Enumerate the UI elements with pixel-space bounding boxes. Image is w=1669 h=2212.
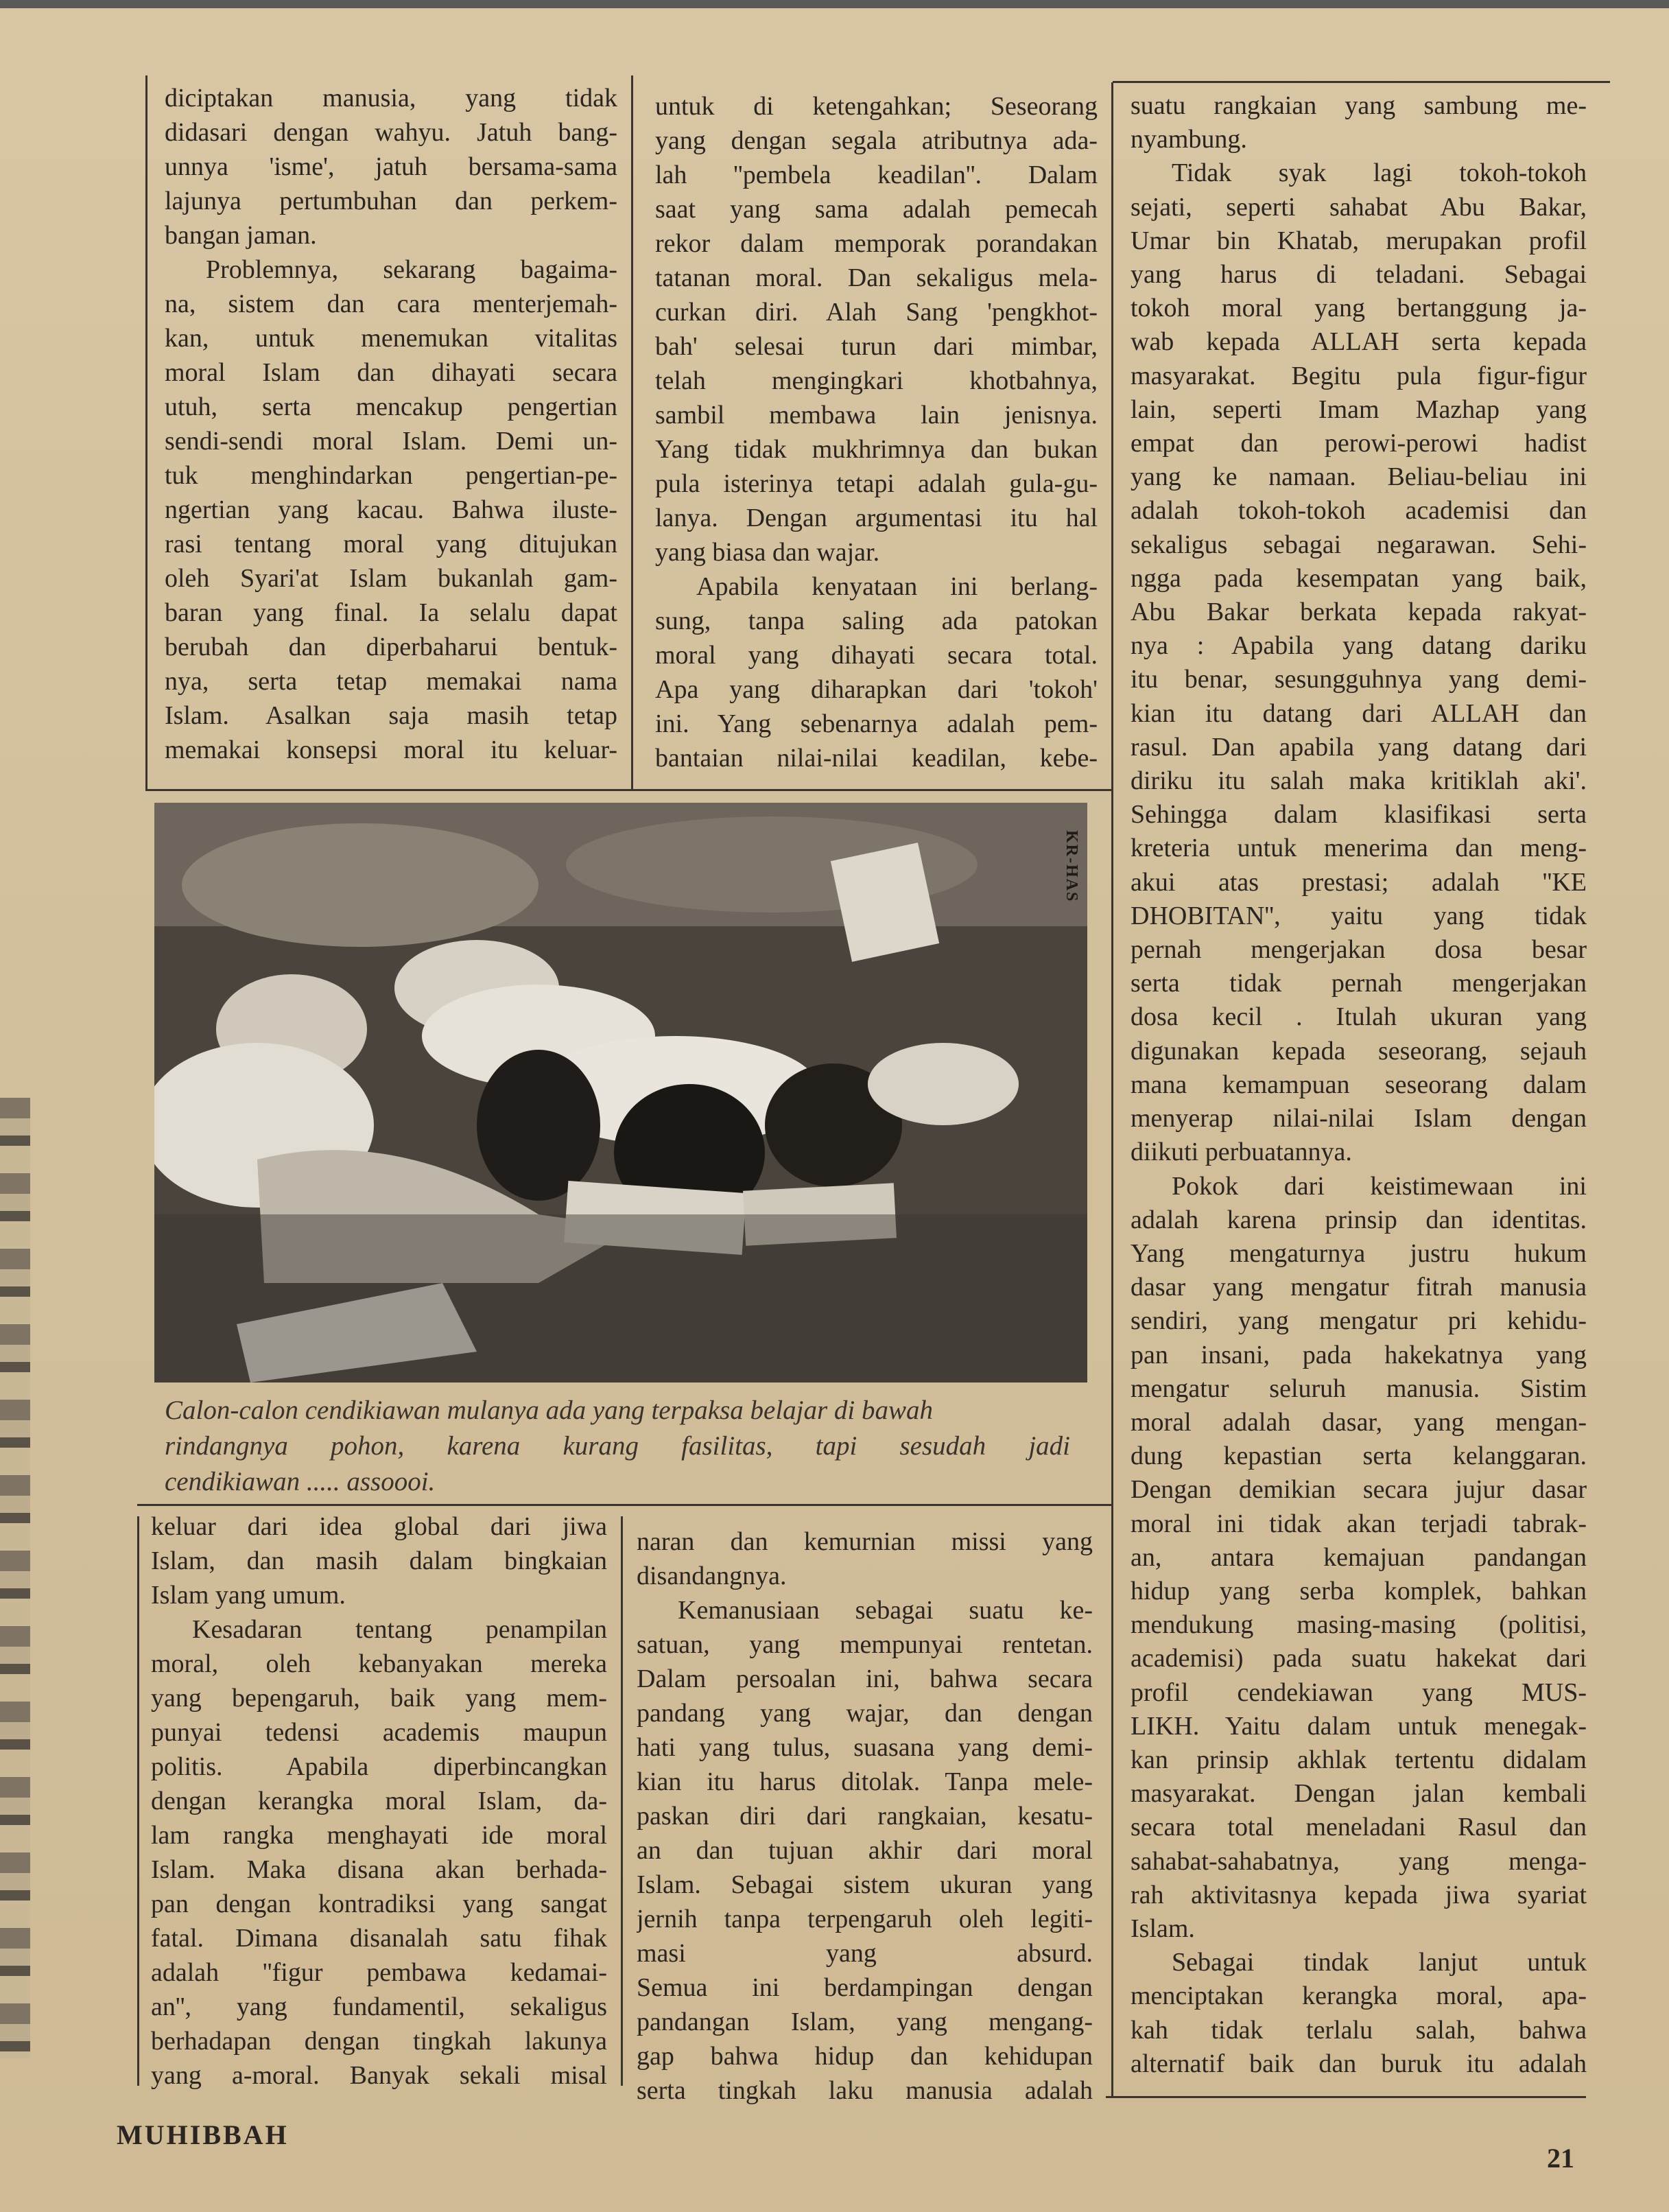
text-line: lah ''pembela keadilan''. Dalam bbox=[655, 161, 1098, 189]
text-line: naran dan kemurnian missi yang bbox=[637, 1527, 1093, 1556]
adjacent-page-edge bbox=[0, 1098, 30, 2058]
text-line: nya : Apabila yang datang dariku bbox=[1131, 631, 1587, 661]
text-line: jernih tanpa terpengaruh oleh legiti- bbox=[637, 1905, 1093, 1933]
text-line: tatanan moral. Dan sekaligus mela- bbox=[655, 263, 1098, 292]
text-line: sendi-sendi moral Islam. Demi un- bbox=[165, 427, 617, 456]
text-line: tuk menghindarkan pengertian-pe- bbox=[165, 461, 617, 490]
column-2-bottom bbox=[637, 1525, 1093, 2108]
text-line: sambil membawa lain jenisnya. bbox=[655, 401, 1098, 430]
text-line: paskan diri dari rangkaian, kesatu- bbox=[637, 1802, 1093, 1831]
text-line: Islam. Sebagai sistem ukuran yang bbox=[637, 1870, 1093, 1899]
text-line: rasi tentang moral yang ditujukan bbox=[165, 530, 617, 558]
text-line: kan, untuk menemukan vitalitas bbox=[165, 324, 617, 353]
column-rule bbox=[137, 1504, 1111, 1506]
text-line: academisi) pada suatu hakekat dari bbox=[1131, 1644, 1587, 1673]
text-line: itu benar, sesungguhnya yang demi- bbox=[1131, 665, 1587, 694]
text-line: rekor dalam memporak porandakan bbox=[655, 229, 1098, 258]
text-line: hidup yang serba komplek, bahkan bbox=[1131, 1576, 1587, 1605]
column-1-top bbox=[165, 81, 617, 767]
column-rule bbox=[145, 75, 147, 789]
text-line: nya, serta tetap memakai nama bbox=[165, 667, 617, 696]
column-1-bottom bbox=[151, 1509, 607, 2093]
text-line: tokoh moral yang bertanggung ja- bbox=[1131, 294, 1587, 323]
text-line: na, sistem dan cara menterjemah- bbox=[165, 290, 617, 318]
column-rule bbox=[631, 75, 633, 789]
photo-caption bbox=[165, 1393, 1070, 1500]
text-line: ini. Yang sebenarnya adalah pem- bbox=[655, 709, 1098, 738]
text-line: yang ke namaan. Beliau-beliau ini bbox=[1131, 462, 1587, 492]
photo-illustration bbox=[154, 803, 1087, 1382]
text-line: Yang mengaturnya justru hukum bbox=[1131, 1238, 1587, 1268]
text-line: Apa yang diharapkan dari 'tokoh' bbox=[655, 675, 1098, 704]
text-line: oleh Syari'at Islam bukanlah gam- bbox=[165, 564, 617, 593]
text-line: dosa kecil . Itulah ukuran yang bbox=[1131, 1002, 1587, 1032]
text-line: didasari dengan wahyu. Jatuh bang- bbox=[165, 118, 617, 147]
text-line: adalah ''figur pembawa kedamai- bbox=[151, 1958, 607, 1987]
text-line: Abu Bakar berkata kepada rakyat- bbox=[1131, 598, 1587, 627]
text-line: yang dengan segala atributnya ada- bbox=[655, 126, 1098, 155]
top-edge-band bbox=[0, 0, 1669, 8]
text-line: Pokok dari keistimewaan ini bbox=[1172, 1171, 1587, 1201]
text-line: berhadapan dengan tingkah lakunya bbox=[151, 2027, 607, 2056]
text-line: lanya. Dengan argumentasi itu hal bbox=[655, 504, 1098, 532]
text-line: yang bepengaruh, baik yang mem- bbox=[151, 1684, 607, 1713]
text-line: unnya 'isme', jatuh bersama-sama bbox=[165, 152, 617, 181]
text-line: Islam. Asalkan saja masih tetap bbox=[165, 701, 617, 730]
text-line: berubah dan diperbaharui bentuk- bbox=[165, 633, 617, 661]
text-line: Islam. bbox=[1131, 1914, 1195, 1943]
text-line: bantaian nilai-nilai keadilan, kebe- bbox=[655, 744, 1098, 773]
text-line: ngertian yang kacau. Bahwa iluste- bbox=[165, 495, 617, 524]
text-line: secara total meneladani Rasul dan bbox=[1131, 1813, 1587, 1842]
text-line: curkan diri. Alah Sang 'pengkhot- bbox=[655, 298, 1098, 327]
text-line: akui atas prestasi; adalah ''KE bbox=[1131, 867, 1587, 897]
text-line: menyerap nilai-nilai Islam dengan bbox=[1131, 1104, 1587, 1133]
text-line: hati yang tulus, suasana yang demi- bbox=[637, 1733, 1093, 1762]
text-line: moral ini tidak akan terjadi tabrak- bbox=[1131, 1509, 1587, 1538]
text-line: Umar bin Khatab, merupakan profil bbox=[1131, 226, 1587, 255]
text-line: disandangnya. bbox=[637, 1562, 787, 1590]
text-line: an dan tujuan akhir dari moral bbox=[637, 1836, 1093, 1865]
text-line: politis. Apabila diperbincangkan bbox=[151, 1752, 607, 1781]
text-line: moral adalah dasar, yang mengan- bbox=[1131, 1407, 1587, 1437]
text-line: moral Islam dan dihayati secara bbox=[165, 358, 617, 387]
text-line: sejati, seperti sahabat Abu Bakar, bbox=[1131, 192, 1587, 222]
text-line: menciptakan kerangka moral, apa- bbox=[1131, 1981, 1587, 2011]
text-line: moral, oleh kebanyakan mereka bbox=[151, 1649, 607, 1678]
text-line: diriku itu salah maka kritiklah aki'. bbox=[1131, 766, 1587, 796]
text-line: baran yang final. Ia selalu dapat bbox=[165, 598, 617, 627]
news-photo bbox=[154, 803, 1087, 1382]
caption-line: rindangnya pohon, karena kurang fasilitas, tapi sesudah jadi bbox=[165, 1431, 1070, 1461]
text-line: dasar yang mengatur fitrah manusia bbox=[1131, 1273, 1587, 1302]
column-rule bbox=[1113, 81, 1610, 83]
column-rule bbox=[1106, 2096, 1586, 2098]
text-line: Yang tidak mukhrimnya dan bukan bbox=[655, 435, 1098, 464]
text-line: Kemanusiaan sebagai suatu ke- bbox=[678, 1596, 1093, 1625]
text-line: utuh, serta mencakup pengertian bbox=[165, 392, 617, 421]
text-line: serta tingkah laku manusia adalah bbox=[637, 2076, 1093, 2105]
text-line: Islam, dan masih dalam bingkaian bbox=[151, 1546, 607, 1575]
page-number: 21 bbox=[1547, 2143, 1574, 2174]
text-line: sahabat-sahabatnya, yang menga- bbox=[1131, 1846, 1587, 1876]
text-line: fatal. Dimana disanalah satu fihak bbox=[151, 1924, 607, 1953]
text-line: lain, seperti Imam Mazhap yang bbox=[1131, 395, 1587, 424]
text-line: kah tidak terlalu salah, bahwa bbox=[1131, 2015, 1587, 2045]
text-line: yang harus di teladani. Sebagai bbox=[1131, 260, 1587, 290]
text-line: keluar dari idea global dari jiwa bbox=[151, 1512, 607, 1541]
text-line: Tidak syak lagi tokoh-tokoh bbox=[1172, 158, 1587, 188]
text-line: masyarakat. Begitu pula figur-figur bbox=[1131, 361, 1587, 390]
text-line: rah aktivitasnya kepada jiwa syariat bbox=[1131, 1880, 1587, 1909]
text-line: satuan, yang mempunyai rentetan. bbox=[637, 1630, 1093, 1659]
text-line: pandang yang wajar, dan dengan bbox=[637, 1699, 1093, 1728]
text-line: rasul. Dan apabila yang datang dari bbox=[1131, 732, 1587, 762]
text-line: profil cendekiawan yang MUS- bbox=[1131, 1678, 1587, 1707]
text-line: digunakan kepada seseorang, sejauh bbox=[1131, 1036, 1587, 1066]
text-line: diciptakan manusia, yang tidak bbox=[165, 84, 617, 113]
text-line: diikuti perbuatannya. bbox=[1131, 1138, 1352, 1167]
magazine-masthead: MUHIBBAH bbox=[117, 2119, 289, 2150]
text-line: lajunya pertumbuhan dan perkem- bbox=[165, 187, 617, 215]
text-line: pan dengan kontradiksi yang sangat bbox=[151, 1890, 607, 1918]
text-line: gap bahwa hidup dan kehidupan bbox=[637, 2042, 1093, 2071]
text-line: telah mengingkari khotbahnya, bbox=[655, 366, 1098, 395]
text-line: masi yang absurd. bbox=[637, 1939, 1093, 1968]
text-line: yang a-moral. Banyak sekali misal bbox=[151, 2061, 607, 2090]
text-line: yang biasa dan wajar. bbox=[655, 538, 880, 567]
text-line: serta tidak pernah mengerjakan bbox=[1131, 969, 1587, 998]
text-line: mendukung masing-masing (politisi, bbox=[1131, 1610, 1587, 1640]
text-line: untuk di ketengahkan; Seseorang bbox=[655, 92, 1098, 121]
text-line: punyai tedensi academis maupun bbox=[151, 1718, 607, 1747]
text-line: pan insani, pada hakekatnya yang bbox=[1131, 1340, 1587, 1369]
text-line: Kesadaran tentang penampilan bbox=[192, 1615, 607, 1644]
column-rule bbox=[137, 1516, 139, 2086]
text-line: bangan jaman. bbox=[165, 221, 317, 250]
text-line: suatu rangkaian yang sambung me- bbox=[1131, 91, 1587, 120]
text-line: Dalam persoalan ini, bahwa secara bbox=[637, 1664, 1093, 1693]
column-rule bbox=[1111, 82, 1113, 2096]
column-3 bbox=[1131, 89, 1587, 2081]
text-line: dengan kerangka moral Islam, da- bbox=[151, 1787, 607, 1815]
text-line: sendiri, yang mengatur pri kehidu- bbox=[1131, 1306, 1587, 1336]
text-line: empat dan perowi-perowi hadist bbox=[1131, 429, 1587, 458]
text-line: Apabila kenyataan ini berlang- bbox=[696, 572, 1098, 601]
text-line: Islam yang umum. bbox=[151, 1581, 346, 1610]
text-line: Semua ini berdampingan dengan bbox=[637, 1973, 1093, 2002]
text-line: sekaligus sebagai negarawan. Sehi- bbox=[1131, 530, 1587, 559]
column-2-top bbox=[655, 89, 1098, 775]
text-line: pula isterinya tetapi adalah gula-gu- bbox=[655, 469, 1098, 498]
text-line: Problemnya, sekarang bagaima- bbox=[206, 255, 617, 284]
text-line: Sehingga dalam klasifikasi serta bbox=[1131, 800, 1587, 830]
text-line: Dengan demikian secara jujur dasar bbox=[1131, 1475, 1587, 1505]
text-line: mengatur seluruh manusia. Sistim bbox=[1131, 1374, 1587, 1403]
text-line: moral yang dihayati secara total. bbox=[655, 641, 1098, 670]
text-line: LIKH. Yaitu dalam untuk menegak- bbox=[1131, 1711, 1587, 1741]
text-line: kian itu harus ditolak. Tanpa mele- bbox=[637, 1767, 1093, 1796]
text-line: an'', yang fundamentil, sekaligus bbox=[151, 1992, 607, 2021]
text-line: alternatif baik dan buruk itu adalah bbox=[1131, 2049, 1587, 2078]
text-line: sung, tanpa saling ada patokan bbox=[655, 607, 1098, 635]
text-line: bah' selesai turun dari mimbar, bbox=[655, 332, 1098, 361]
text-line: pandangan Islam, yang mengang- bbox=[637, 2008, 1093, 2036]
text-line: nyambung. bbox=[1131, 125, 1247, 154]
text-line: adalah tokoh-tokoh academisi dan bbox=[1131, 496, 1587, 526]
photo-credit: KR-HAS bbox=[1063, 830, 1080, 903]
text-line: kan prinsip akhlak tertentu didalam bbox=[1131, 1745, 1587, 1774]
caption-line: Calon-calon cendikiawan mulanya ada yang terpaksa belajar di bawah bbox=[165, 1396, 934, 1425]
text-line: Sebagai tindak lanjut untuk bbox=[1172, 1948, 1587, 1977]
column-rule bbox=[145, 789, 1111, 791]
caption-line: cendikiawan ..... assoooi. bbox=[165, 1467, 436, 1496]
text-line: lam rangka menghayati ide moral bbox=[151, 1821, 607, 1850]
text-line: masyarakat. Dengan jalan kembali bbox=[1131, 1779, 1587, 1809]
text-line: an, antara kemajuan pandangan bbox=[1131, 1542, 1587, 1572]
text-line: ngga pada kesempatan yang baik, bbox=[1131, 563, 1587, 593]
text-line: kreteria untuk menerima dan meng- bbox=[1131, 834, 1587, 863]
text-line: kian itu datang dari ALLAH dan bbox=[1131, 698, 1587, 728]
text-line: saat yang sama adalah pemecah bbox=[655, 195, 1098, 224]
text-line: dung kepastian serta kelanggaran. bbox=[1131, 1442, 1587, 1471]
column-rule bbox=[621, 1516, 623, 2086]
text-line: adalah karena prinsip dan identitas. bbox=[1131, 1205, 1587, 1234]
text-line: pernah mengerjakan dosa besar bbox=[1131, 935, 1587, 965]
text-line: Islam. Maka disana akan berhada- bbox=[151, 1855, 607, 1884]
text-line: memakai konsepsi moral itu keluar- bbox=[165, 736, 617, 764]
text-line: DHOBITAN'', yaitu yang tidak bbox=[1131, 901, 1587, 930]
text-line: mana kemampuan seseorang dalam bbox=[1131, 1070, 1587, 1099]
text-line: wab kepada ALLAH serta kepada bbox=[1131, 327, 1587, 357]
